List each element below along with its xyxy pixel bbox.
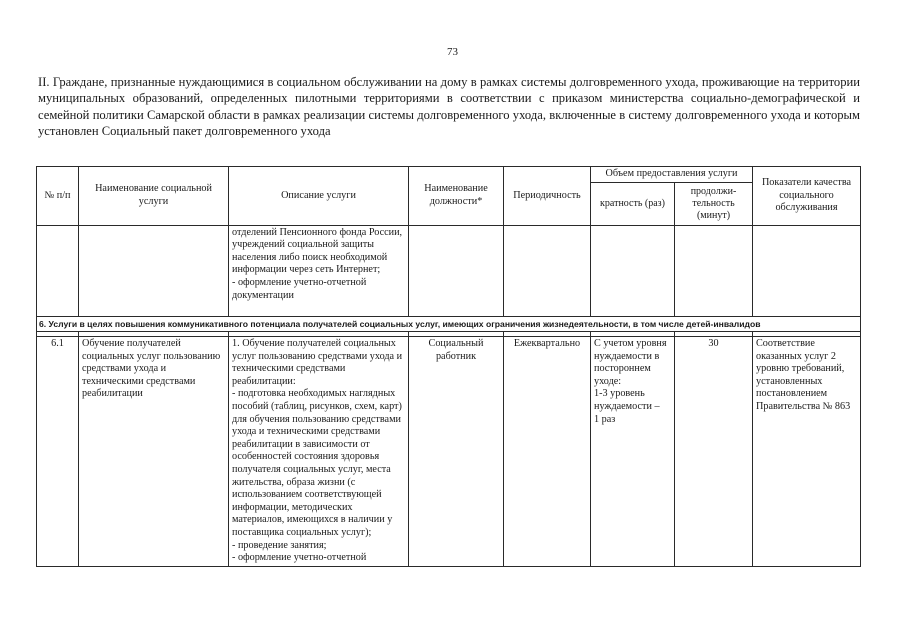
header-volume-duration: продолжи-тельность (минут)	[675, 182, 753, 225]
row-quality: Соответствие оказанных услуг 2 уровню требований, установленных постановлением Правительства № 863	[753, 337, 861, 567]
row-description: 1. Обучение получателей социальных услуг пользованию средствами ухода и техническими средствами реабилитации: - подготовка необходимых наглядных пособий (таблиц, рисунков, схем, карт) для обучения пользованию средствами ухода и техническими средствами реабилитации в зависимости от особенностей состояния здоровья получателя социальных услуг, места жительства, образа жизни (с использованием соответствующей информации, методических материалов, имеющихся в наличии у поставщика социальных услуг); - проведение занятия; - оформление учетно-отчетной	[229, 337, 409, 567]
header-num: № п/п	[37, 167, 79, 226]
table-row	[37, 225, 861, 316]
section-heading: II. Граждане, признанные нуждающимися в социальном обслуживании на дому в рамках системы долговременного ухода, проживающие на территории муниципальных образований, определенных пилотными территориями в соответствии с приказом министерства социально-демографической и семейной политики Самарской области в рамках реализации системы долговременного ухода, включенные в систему долговременного ухода и которым установлен Социальный пакет долговременного ухода	[38, 75, 860, 139]
header-quality: Показатели качества социального обслуживания	[753, 167, 861, 226]
header-position: Наименование должности*	[409, 167, 504, 226]
row-volume-duration: 30	[675, 337, 753, 567]
row-service-name: Обучение получателей социальных услуг пользованию средствами ухода и техническими средствами реабилитации	[79, 337, 229, 567]
header-description: Описание услуги	[229, 167, 409, 226]
header-service-name: Наименование социальной услуги	[79, 167, 229, 226]
row-num: 6.1	[37, 337, 79, 567]
services-table	[36, 166, 861, 567]
page-number: 73	[447, 46, 458, 58]
description-continuation: отделений Пенсионного фонда России, учреждений социальной защиты населения либо поиск необходимой информации через сеть Интернет; - оформление учетно-отчетной документации	[229, 225, 409, 316]
table-header-row	[37, 167, 861, 183]
section-title: 6. Услуги в целях повышения коммуникативного потенциала получателей социальных услуг, имеющих ограничения жизнедеятельности, в том числе детей-инвалидов	[37, 316, 861, 332]
header-volume: Объем предоставления услуги	[591, 167, 753, 183]
row-volume-count: С учетом уровня нуждаемости в постороннем уходе: 1-3 уровень нуждаемости – 1 раз	[591, 337, 675, 567]
header-periodicity: Периодичность	[504, 167, 591, 226]
section-row	[37, 316, 861, 332]
header-volume-count: кратность (раз)	[591, 182, 675, 225]
row-periodicity: Ежеквартально	[504, 337, 591, 567]
row-position: Социальный работник	[409, 337, 504, 567]
table-row	[37, 337, 861, 567]
